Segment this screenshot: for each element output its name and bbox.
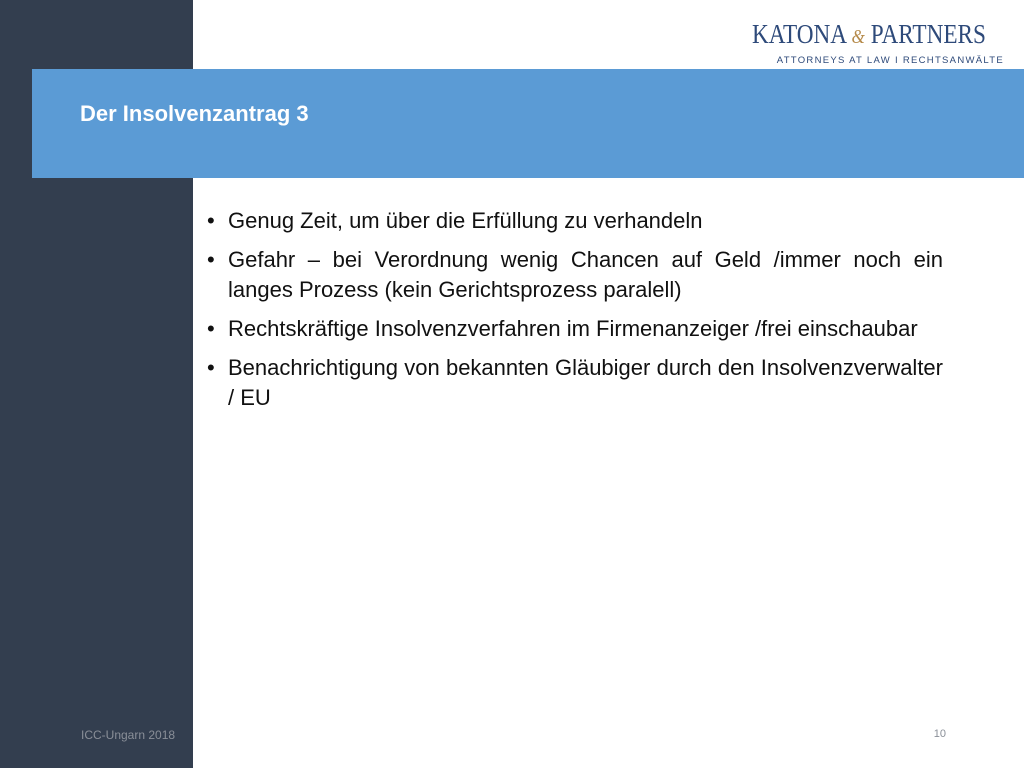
logo-ampersand: &: [851, 26, 865, 48]
footer-label: ICC-Ungarn 2018: [81, 728, 176, 742]
bullet-item: [207, 206, 943, 236]
bullet-item: [207, 314, 943, 344]
bullet-list: [207, 206, 943, 422]
slide-title: Der Insolvenzantrag 3: [80, 101, 309, 126]
bullet-text: Gefahr – bei Verordnung wenig Chancen auf Geld /immer noch ein langes Prozess (kein Gerichtsprozess paralell): [228, 247, 943, 302]
bullet-item: [207, 353, 943, 413]
logo-name-right: PARTNERS: [870, 19, 986, 49]
bullet-glyph: •: [207, 247, 215, 272]
page-number: 10: [933, 728, 946, 740]
katona-partners-logo: [752, 16, 1004, 68]
bullet-text: Benachrichtigung von bekannten Gläubiger durch den Insolvenzverwalter / EU: [228, 355, 943, 410]
logo-name-left: KATONA: [752, 19, 846, 49]
bullet-glyph: •: [207, 355, 215, 380]
bullet-text: Rechtskräftige Insolvenzverfahren im Firmenanzeiger /frei einschaubar: [228, 316, 918, 341]
bullet-glyph: •: [207, 316, 215, 341]
bullet-item: [207, 245, 943, 305]
bullet-text: Genug Zeit, um über die Erfüllung zu verhandeln: [228, 208, 703, 233]
bullet-glyph: •: [207, 208, 215, 233]
logo-firm-name: [752, 16, 986, 52]
logo-tagline: ATTORNEYS AT LAW I RECHTSANWÄLTE: [776, 55, 1004, 66]
